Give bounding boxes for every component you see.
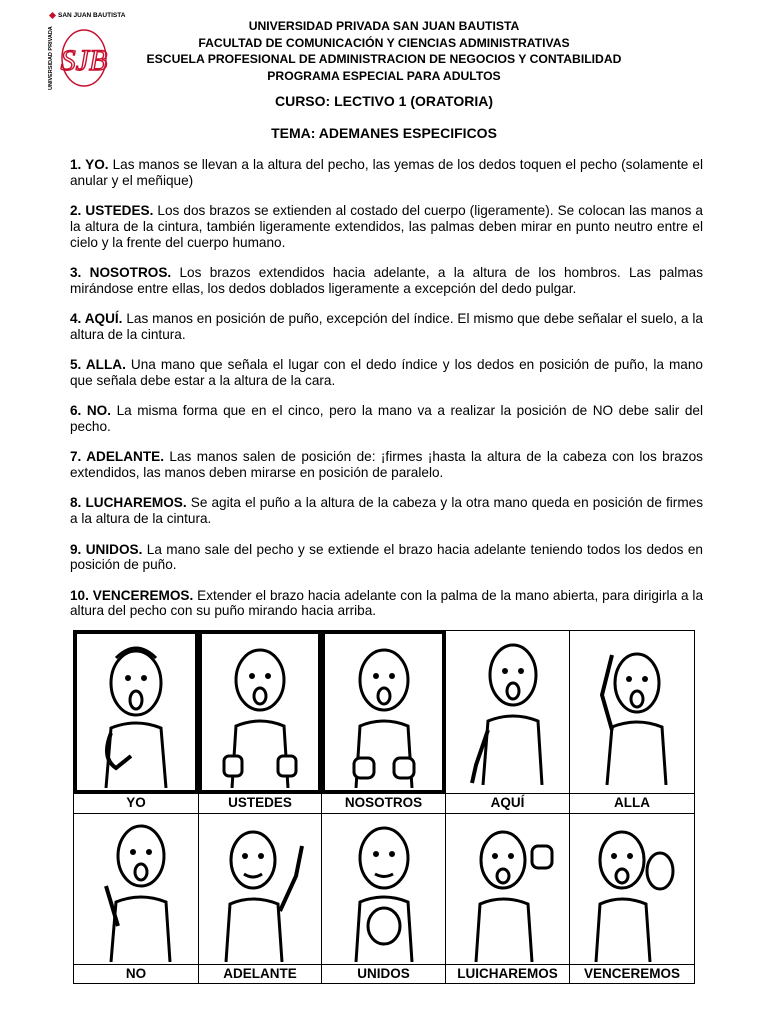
- item-text: La mano sale del pecho y se extiende el brazo hacia adelante teniendo todos los dedos en posición de puño.: [70, 541, 703, 573]
- gesture-label: UNIDOS: [322, 964, 445, 983]
- gesture-illustration: [322, 631, 445, 793]
- gesture-illustration: [74, 631, 198, 793]
- item-term: 1. YO.: [70, 157, 109, 172]
- cartoon-man-raised-fist-icon: [458, 816, 558, 962]
- gesture-cell-adelante: [199, 814, 322, 984]
- gesture-label: YO: [74, 793, 198, 812]
- list-item: [70, 588, 703, 620]
- gesture-cell-venceremos: [570, 814, 694, 984]
- logo-side-text: UNIVERSIDAD PRIVADA: [48, 26, 54, 90]
- cartoon-man-pointing-up-icon: [582, 635, 682, 785]
- gesture-cell-unidos: [322, 814, 446, 984]
- header-university: UNIVERSIDAD PRIVADA SAN JUAN BAUTISTA: [248, 19, 520, 33]
- gesture-cell-yo: [74, 631, 199, 813]
- item-term: 2. USTEDES.: [70, 203, 154, 219]
- list-item: [70, 403, 703, 435]
- item-text: Las manos en posición de puño, excepción del índice. El mismo que debe señalar el suelo, a la altura de la cintura.: [70, 311, 703, 342]
- list-item: [70, 203, 703, 250]
- gesture-illustration: [74, 814, 198, 964]
- logo-monogram: SJB: [60, 44, 108, 77]
- gesture-illustration: [199, 814, 321, 964]
- gesture-descriptions: [70, 157, 703, 634]
- document-header: [130, 18, 638, 84]
- item-text: Los dos brazos se extienden al costado del cuerpo (ligeramente). Se colocan las manos a la altura de la cintura, también ligeramente extendidos, las palmas deben mirar en punto neutro entre el cielo y la frente del cuerpo humano.: [70, 203, 703, 250]
- item-text: La misma forma que en el cinco, pero la mano va a realizar la posición de NO debe salir del pecho.: [70, 403, 704, 435]
- list-item: [70, 449, 703, 481]
- gesture-illustration-table: [73, 630, 695, 984]
- gesture-illustration: [570, 631, 694, 793]
- item-term: 4. AQUÍ.: [70, 311, 123, 327]
- cartoon-man-open-palm-icon: [582, 816, 682, 962]
- list-item: [70, 495, 703, 527]
- course-title: CURSO: LECTIVO 1 (ORATORIA): [274, 93, 494, 109]
- item-term: 5. ALLA.: [70, 357, 126, 373]
- gesture-label: VENCEREMOS: [570, 964, 694, 983]
- gesture-row-1: [74, 631, 694, 813]
- cartoon-man-arms-out-icon: [210, 638, 310, 788]
- item-text: Extender el brazo hacia adelante con la palma de la mano abierta, para dirigirla a la altura del pecho con su puño mirando hacia arriba.: [70, 587, 703, 619]
- gesture-label: USTEDES: [199, 793, 321, 812]
- gesture-row-2: [74, 813, 694, 984]
- logo-top-text: SAN JUAN BAUTISTA: [50, 12, 125, 19]
- gesture-label: ALLA: [570, 793, 694, 812]
- gesture-illustration: [570, 814, 694, 964]
- cartoon-man-no-gesture-icon: [86, 816, 186, 962]
- item-text: Las manos se llevan a la altura del pecho, las yemas de los dedos toquen el pecho (solamente el anular y el meñique): [70, 157, 703, 188]
- header-program: PROGRAMA ESPECIAL PARA ADULTOS: [267, 68, 501, 83]
- cartoon-man-fists-forward-icon: [334, 638, 434, 788]
- gesture-illustration: [446, 631, 569, 793]
- item-term: 9. UNIDOS.: [70, 541, 143, 557]
- gesture-cell-nosotros: [322, 631, 446, 813]
- gesture-cell-alla: [570, 631, 694, 813]
- cartoon-man-pointing-self-icon: [86, 638, 186, 788]
- item-term: 8. LUCHAREMOS.: [70, 495, 187, 511]
- list-item: [70, 157, 703, 189]
- item-text: Las manos salen de posición de: ¡firmes ¡hasta la altura de la cabeza con los brazos extendidos, las manos deben mirarse en posición de paralelo.: [70, 449, 703, 481]
- gesture-cell-no: [74, 814, 199, 984]
- item-term: 3. NOSOTROS.: [70, 264, 172, 280]
- header-faculty: FACULTAD DE COMUNICACIÓN Y CIENCIAS ADMINISTRATIVAS: [198, 35, 570, 50]
- list-item: [70, 357, 703, 389]
- gesture-illustration: [199, 631, 321, 793]
- gesture-label: ADELANTE: [199, 964, 321, 983]
- gesture-label: NO: [74, 964, 198, 983]
- header-school: ESCUELA PROFESIONAL DE ADMINISTRACION DE NEGOCIOS Y CONTABILIDAD: [146, 52, 622, 66]
- gesture-cell-lucharemos: [446, 814, 570, 984]
- list-item: [70, 542, 703, 574]
- item-term: 7. ADELANTE.: [70, 449, 165, 465]
- gesture-cell-ustedes: [199, 631, 322, 813]
- item-term: 6. NO.: [70, 403, 112, 419]
- gesture-illustration: [322, 814, 445, 964]
- item-term: 10. VENCEREMOS.: [70, 587, 194, 603]
- gesture-label: AQUÍ: [446, 793, 569, 812]
- cartoon-man-hands-up-icon: [208, 816, 312, 962]
- item-text: Los brazos extendidos hacia adelante, a la altura de los hombros. Las palmas mirándose entre ellas, los dedos doblados ligeramente a excepción del dedo pulgar.: [70, 264, 703, 296]
- gesture-illustration: [446, 814, 569, 964]
- topic-title: TEMA: ADEMANES ESPECIFICOS: [271, 125, 497, 141]
- gesture-cell-aqui: [446, 631, 570, 813]
- list-item: [70, 311, 703, 343]
- cartoon-man-clasped-hands-icon: [334, 816, 434, 962]
- item-text: Una mano que señala el lugar con el dedo índice y los dedos en posición de puño, la mano que señala debe estar a la altura de la cara.: [70, 357, 703, 388]
- university-logo: [48, 12, 126, 92]
- gesture-label: LUICHAREMOS: [446, 964, 569, 983]
- gesture-label: NOSOTROS: [322, 793, 445, 812]
- cartoon-man-pointing-down-icon: [458, 635, 558, 785]
- item-text: Se agita el puño a la altura de la cabeza y la otra mano queda en posición de firmes a la altura de la cintura.: [70, 495, 703, 527]
- list-item: [70, 265, 703, 297]
- sjb-monogram-icon: [58, 22, 110, 90]
